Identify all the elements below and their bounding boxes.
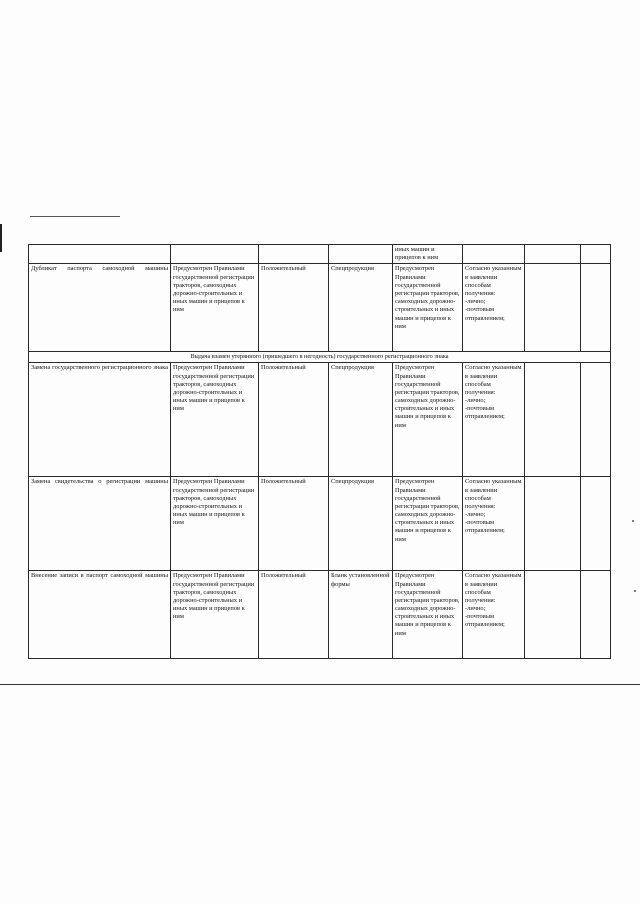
method-text: Согласно указанным в заявлении способам получения: -лично; -почтовым отправлением;	[465, 572, 522, 629]
cell-text: иных машин и прицепов к ним	[395, 246, 439, 262]
table-cell-method	[463, 264, 525, 352]
section-title-text: Выдача взамен утерянного (пришедшего в негодность) государственного регистрационного знака	[190, 353, 449, 361]
table-cell	[581, 363, 611, 477]
scan-bottom-line	[0, 684, 640, 685]
table-cell-basis	[171, 477, 259, 571]
result-text: Положительный	[261, 572, 306, 580]
service-name: Замена свидетельства о регистрации машины	[31, 478, 168, 486]
method-text: Согласно указанным в заявлении способам получения: -лично; -почтовым отправлением;	[465, 265, 522, 322]
table-cell-rules	[393, 245, 463, 264]
table-row	[29, 264, 611, 352]
table-cell	[259, 245, 329, 264]
method-text: Согласно указанным в заявлении способам получения: -лично; -почтовым отправлением;	[465, 478, 522, 535]
table-cell-doc	[329, 571, 393, 659]
table-cell	[329, 245, 393, 264]
table-cell	[171, 245, 259, 264]
scan-speck	[634, 590, 636, 592]
table-row	[29, 477, 611, 571]
scan-left-mark	[0, 224, 2, 252]
service-name: Замена государственного регистрационного знака	[31, 364, 168, 372]
table-cell	[581, 477, 611, 571]
scan-speck	[632, 520, 634, 522]
table-cell-rules	[393, 477, 463, 571]
table-cell-result	[259, 363, 329, 477]
rules-text: Предусмотрен Правилами государственной регистрации тракторов, самоходных дорожно-строительных и иных машин и прицепов к ним	[395, 364, 460, 429]
table-cell-rules	[393, 264, 463, 352]
table-cell	[525, 245, 581, 264]
table-cell	[525, 264, 581, 352]
table-cell	[525, 477, 581, 571]
method-text: Согласно указанным в заявлении способам получения: -лично; -почтовым отправлением;	[465, 364, 522, 421]
table-row-section	[29, 352, 611, 363]
table-cell	[463, 245, 525, 264]
table-row	[29, 363, 611, 477]
table-cell-service	[29, 571, 171, 659]
table-cell-basis	[171, 571, 259, 659]
rules-text: Предусмотрен Правилами государственной регистрации тракторов, самоходных дорожно-строительных и иных машин и прицепов к ним	[395, 478, 460, 543]
table-cell-method	[463, 477, 525, 571]
table-cell-doc	[329, 264, 393, 352]
table-cell-doc	[329, 363, 393, 477]
table-cell-method	[463, 363, 525, 477]
table-cell-service	[29, 363, 171, 477]
rules-text: Предусмотрен Правилами государственной регистрации тракторов, самоходных дорожно-строительных и иных машин и прицепов к ним	[395, 265, 460, 330]
scan-top-line	[30, 216, 120, 217]
doc-text: Спецпродукция	[331, 265, 374, 273]
table-cell-rules	[393, 571, 463, 659]
doc-text: Спецпродукция	[331, 364, 374, 372]
table-cell	[525, 363, 581, 477]
table-cell-result	[259, 571, 329, 659]
table-cell-method	[463, 571, 525, 659]
table-cell-result	[259, 477, 329, 571]
service-name: Внесение записи в паспорт самоходной машины	[31, 572, 168, 580]
table-cell-basis	[171, 264, 259, 352]
basis-text: Предусмотрен Правилами государственной регистрации тракторов, самоходных дорожно-строительных и иных машин и прицепов к ним	[173, 478, 255, 527]
result-text: Положительный	[261, 265, 306, 273]
table-cell-service	[29, 264, 171, 352]
rules-text: Предусмотрен Правилами государственной регистрации тракторов, самоходных дорожно-строительных и иных машин и прицепов к ним	[395, 572, 460, 637]
basis-text: Предусмотрен Правилами государственной регистрации тракторов, самоходных дорожно-строительных и иных машин и прицепов к ним	[173, 265, 255, 314]
services-table	[28, 244, 611, 659]
table-cell-rules	[393, 363, 463, 477]
table-cell-result	[259, 264, 329, 352]
table-cell	[525, 571, 581, 659]
table-cell-doc	[329, 477, 393, 571]
result-text: Положительный	[261, 364, 306, 372]
table-cell	[29, 245, 171, 264]
doc-text: Бланк установленной формы	[331, 572, 390, 588]
table-cell-basis	[171, 363, 259, 477]
table-row-continuation	[29, 245, 611, 264]
basis-text: Предусмотрен Правилами государственной регистрации тракторов, самоходных дорожно-строительных и иных машин и прицепов к ним	[173, 572, 255, 621]
table-cell-service	[29, 477, 171, 571]
table-cell	[581, 245, 611, 264]
result-text: Положительный	[261, 478, 306, 486]
service-name: Дубликат паспорта самоходной машины	[31, 265, 168, 273]
section-title	[29, 352, 611, 363]
doc-text: Спецпродукция	[331, 478, 374, 486]
table-cell	[581, 571, 611, 659]
basis-text: Предусмотрен Правилами государственной регистрации тракторов, самоходных дорожно-строительных и иных машин и прицепов к ним	[173, 364, 255, 413]
table-row	[29, 571, 611, 659]
table-cell	[581, 264, 611, 352]
